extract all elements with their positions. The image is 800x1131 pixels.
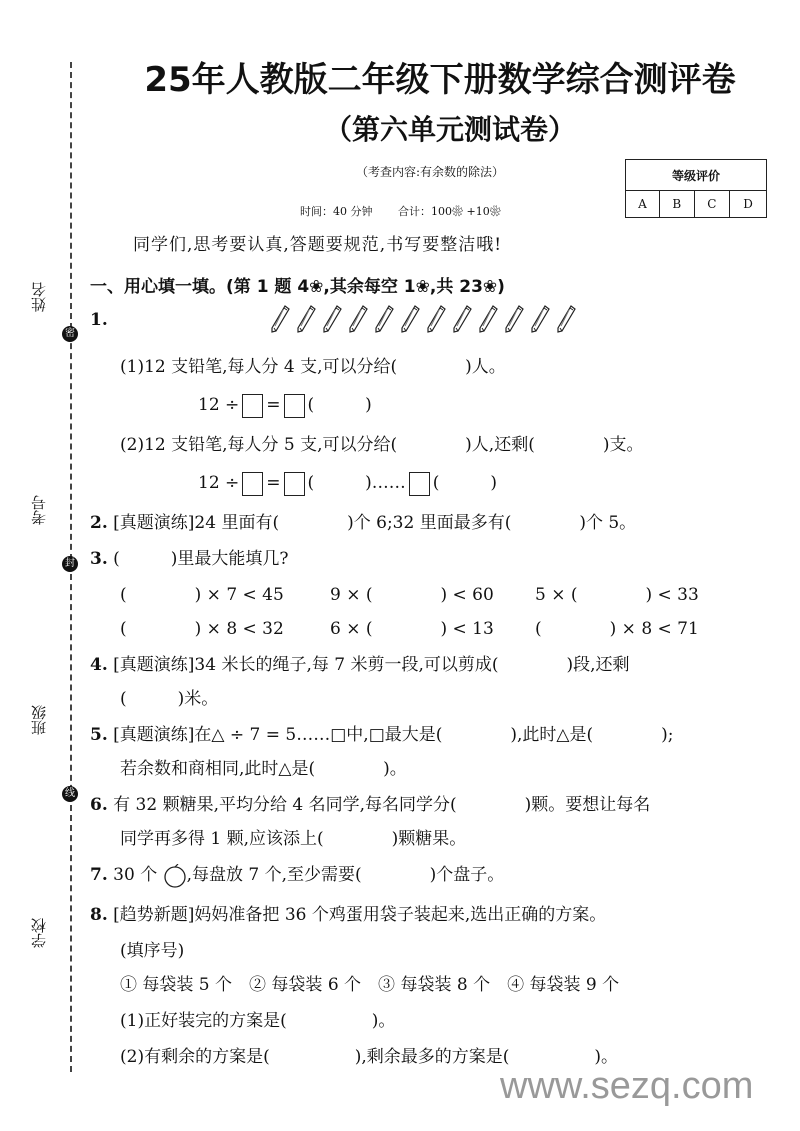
- pencil-icon: [426, 304, 446, 334]
- section-heading: 一、用心填一填。(第 1 题 4❀,其余每空 1❀,共 23❀): [90, 277, 505, 297]
- name-label: 姓名: [30, 282, 48, 312]
- pencil-icon: [270, 304, 290, 334]
- grade-b: B: [660, 191, 695, 218]
- pencil-icon: [374, 304, 394, 334]
- pencils-illustration: [270, 304, 576, 334]
- grade-a: A: [626, 191, 660, 218]
- answer-box[interactable]: [409, 472, 430, 496]
- pencil-icon: [556, 304, 576, 334]
- exam-number-label: 考号: [30, 495, 48, 525]
- question-8-instruction: (填序号): [120, 941, 185, 961]
- pencil-icon: [478, 304, 498, 334]
- question-3-row-1: ( ) × 7 < 45 9 × ( ) < 60 5 × ( ) < 33: [120, 585, 699, 605]
- question-3: 3. ( )里最大能填几?: [90, 549, 289, 569]
- pencil-icon: [400, 304, 420, 334]
- question-5: 5. [真题演练]在△ ÷ 7 = 5……□中,□最大是( ),此时△是( );: [90, 725, 674, 745]
- page-subtitle: （第六单元测试卷）: [323, 113, 576, 146]
- exam-meta: [300, 203, 600, 219]
- seal-mi-icon: 密: [62, 326, 78, 342]
- question-4: 4. [真题演练]34 米长的绳子,每 7 米剪一段,可以剪成( )段,还剩: [90, 655, 630, 675]
- question-1-part-2: (2)12 支铅笔,每人分 5 支,可以分给( )人,还剩( )支。: [120, 435, 644, 455]
- question-6-cont: 同学再多得 1 颗,应该添上( )颗糖果。: [120, 829, 467, 849]
- seal-xian-icon: 线: [62, 786, 78, 802]
- pencil-icon: [348, 304, 368, 334]
- question-6: 6. 有 32 颗糖果,平均分给 4 名同学,每名同学分( )颗。要想让每名: [90, 795, 651, 815]
- pencil-icon: [296, 304, 316, 334]
- question-1-equation-2: 12 ÷ = ( )…… ( ): [198, 468, 497, 496]
- question-1-number: 1.: [90, 310, 108, 330]
- pencil-icon: [322, 304, 342, 334]
- page-title: 25年人教版二年级下册数学综合测评卷: [144, 60, 736, 100]
- question-2: 2. [真题演练]24 里面有( )个 6;32 里面最多有( )个 5。: [90, 513, 637, 533]
- answer-box[interactable]: [242, 472, 263, 496]
- answer-box[interactable]: [284, 472, 305, 496]
- encouragement-text: 同学们,思考要认真,答题要规范,书写要整洁哦!: [133, 235, 503, 255]
- pencil-icon: [452, 304, 472, 334]
- time-limit: 时间：40 分钟: [300, 205, 373, 218]
- question-8-part-1: (1)正好装完的方案是( )。: [120, 1011, 396, 1031]
- question-3-row-2: ( ) × 8 < 32 6 × ( ) < 13 ( ) × 8 < 71: [120, 619, 699, 639]
- question-5-cont: 若余数和商相同,此时△是( )。: [120, 759, 407, 779]
- question-4-cont: ( )米。: [120, 689, 219, 709]
- question-1-part-1: (1)12 支铅笔,每人分 4 支,可以分给( )人。: [120, 357, 506, 377]
- question-8-part-2: (2)有剩余的方案是( ),剩余最多的方案是( )。: [120, 1047, 619, 1067]
- apple-icon: [163, 864, 187, 888]
- question-8: 8. [趋势新题]妈妈准备把 36 个鸡蛋用袋子装起来,选出正确的方案。: [90, 905, 607, 925]
- pencil-icon: [504, 304, 524, 334]
- seal-feng-icon: 封: [62, 556, 78, 572]
- answer-box[interactable]: [242, 394, 263, 418]
- answer-box[interactable]: [284, 394, 305, 418]
- grade-d: D: [730, 191, 767, 218]
- total-score: 合计：100❀ +10❀: [398, 205, 501, 218]
- class-label: 班级: [30, 705, 48, 735]
- grade-table-title: 等级评价: [626, 160, 767, 191]
- pencil-icon: [530, 304, 550, 334]
- question-8-options: ① 每袋装 5 个 ② 每袋装 6 个 ③ 每袋装 8 个 ④ 每袋装 9 个: [120, 975, 620, 995]
- question-1-equation-1: 12 ÷ = ( ): [198, 390, 372, 418]
- content-scope: （考查内容:有余数的除法）: [355, 165, 505, 179]
- question-7: 7. 30 个 ,每盘放 7 个,至少需要( )个盘子。: [90, 860, 504, 888]
- watermark: www.sezq.com: [500, 1065, 754, 1107]
- school-label: 学校: [30, 918, 48, 948]
- grade-table: [625, 159, 767, 218]
- grade-c: C: [694, 191, 730, 218]
